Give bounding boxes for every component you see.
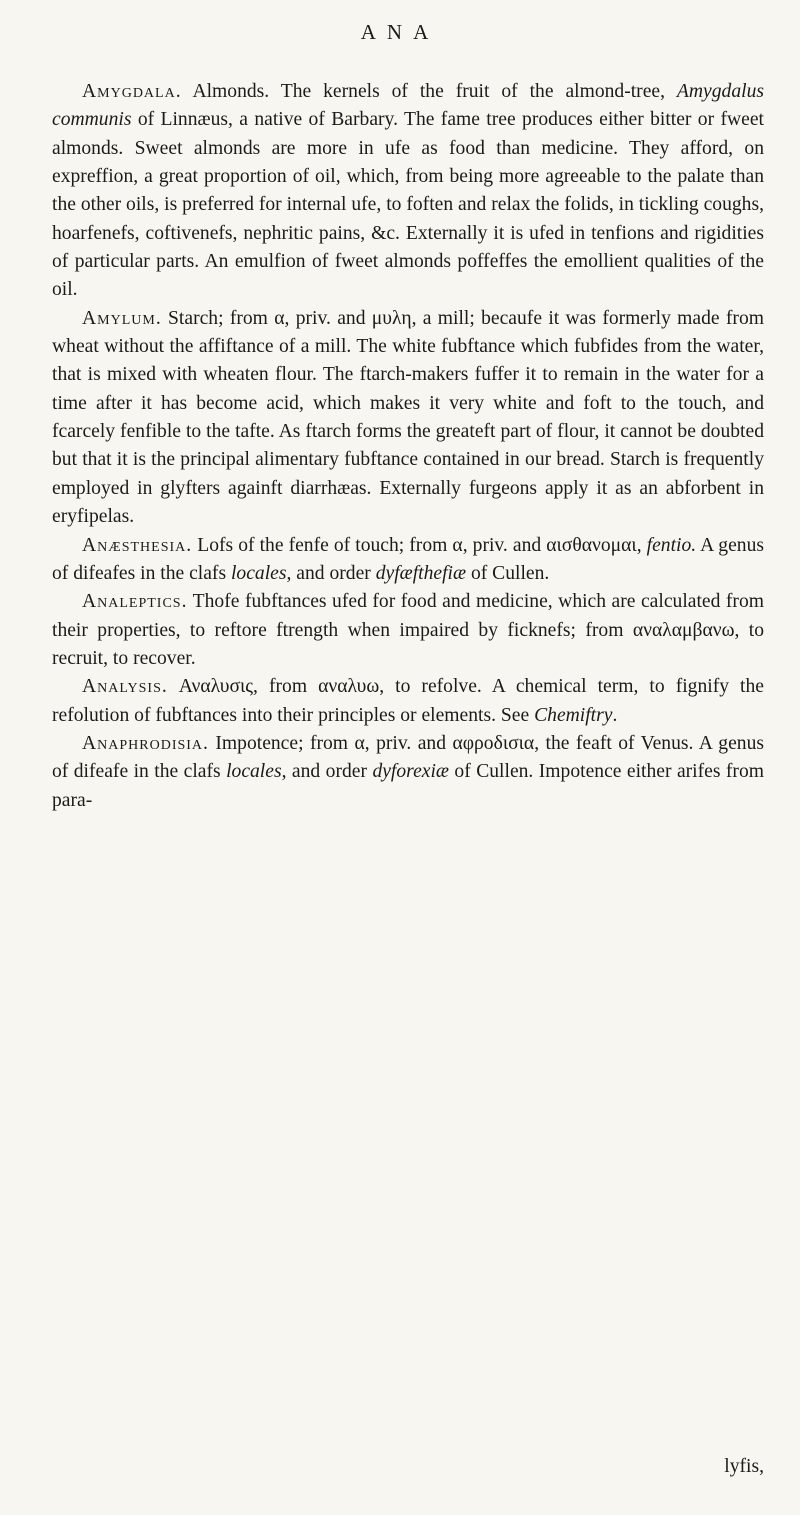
entry-headword: Amygdala.: [82, 81, 182, 102]
dictionary-entry: [52, 78, 764, 305]
entry-text: of Cullen.: [466, 562, 550, 584]
entry-headword: Amylum.: [82, 307, 162, 329]
entry-text: Αναλυσις, from αναλυω, to refolve. A chemical term, to fignify the refolution of fubftances into their principles or elements. See: [52, 676, 764, 726]
entry-headword: Anæsthesia.: [82, 534, 193, 556]
dictionary-entry: [52, 305, 764, 532]
entry-text: Impotence; from α, priv. and αφροδισια, the feaft of Venus. A genus of difeafe in the clafs: [52, 732, 764, 783]
entry-headword: Analeptics.: [82, 591, 188, 613]
dictionary-entry: [52, 730, 764, 815]
dictionary-entry: [52, 532, 764, 589]
entry-headword: Anaphrodisia.: [82, 732, 209, 754]
entry-italic-text: dyforexiæ: [372, 761, 449, 783]
entry-italic-text: fentio.: [646, 534, 697, 556]
entry-text: , and order: [286, 562, 376, 584]
entry-text: .: [612, 704, 618, 726]
entry-text: of Linnæus, a native of Barbary. The fame tree produces either bitter or fweet almonds. Sweet almonds are more in ufe as food than medicine. They afford, on expreffion, a great proportion of oil, which, from being more agreeable to the palate than the other oils, is preferred for internal ufe, to foften and relax the folids, in tickling coughs, hoarfenefs, coftivenefs, nephritic pains, &c. Externally it is ufed in tenfions and rigidities of particular parts. An emulfion of fweet almonds poffeffes the emollient qualities of the oil.: [52, 109, 764, 301]
entry-italic-text: locales: [226, 761, 282, 783]
entry-text: of Cullen. Impotence either arifes from para-: [52, 761, 764, 811]
dictionary-entry: [52, 588, 764, 673]
entry-text: Starch; from α, priv. and μυλη, a mill; becaufe it was formerly made from wheat without the affiftance of a mill. The white fubftance which fubfides from the water, that is mixed with wheaten flour. The ftarch-makers fuffer it to remain in the water for a time after it has become acid, which makes it very white and foft to the touch, and fcarcely fenfible to the tafte. As ftarch forms the greateft part of flour, it cannot be doubted but that it is the principal alimentary fubftance contained in our bread. Starch is frequently employed in glyfters againft diarrhæas. Externally furgeons apply it as an abforbent in eryfipelas.: [52, 307, 764, 528]
entry-italic-text: dyfæfthefiæ: [375, 562, 467, 584]
entry-text: Almonds. The kernels of the fruit of the almond-tree,: [181, 81, 677, 102]
entry-italic-text: locales: [230, 562, 287, 584]
dictionary-entries: [52, 78, 764, 815]
entry-text: Thofe fubftances ufed for food and medicine, which are calculated from their properties, to reftore ftrength when impaired by ficknefs; from αναλαμβανω, to recruit, to recover.: [52, 591, 764, 669]
entry-text: , and order: [281, 761, 373, 783]
dictionary-entry: [52, 673, 764, 730]
catchword: lyfis,: [724, 1456, 764, 1477]
entry-text: Lofs of the fenfe of touch; from α, priv. and αισθανομαι,: [192, 534, 647, 556]
entry-italic-text: Amygdalus communis: [52, 81, 764, 131]
entry-text: A genus of difeafes in the clafs: [52, 534, 765, 584]
running-head: ANA: [360, 20, 440, 44]
entry-headword: Analysis.: [82, 676, 168, 698]
entry-italic-text: Chemiftry: [534, 704, 613, 726]
